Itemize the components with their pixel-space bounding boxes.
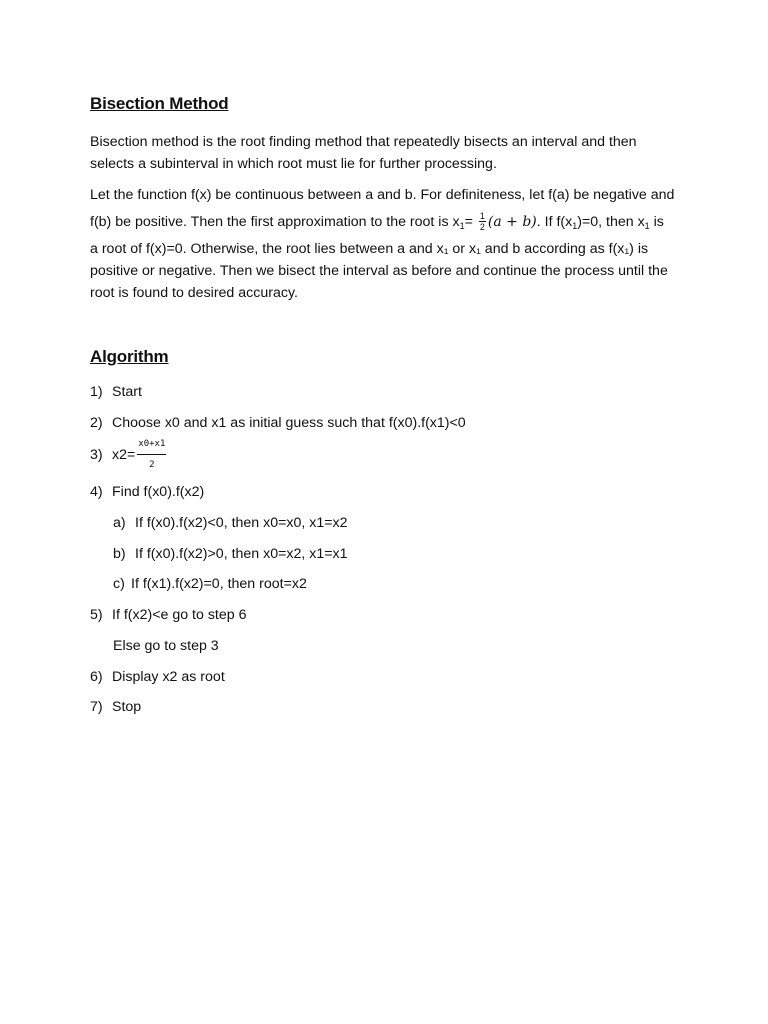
equals-sign: = bbox=[464, 214, 473, 230]
step-label: 1) bbox=[90, 384, 103, 400]
step-label: 7) bbox=[90, 699, 103, 715]
step-1 bbox=[90, 382, 142, 402]
subscript-1c: 1 bbox=[644, 221, 650, 231]
intro-line-1: Bisection method is the root finding method that repeatedly bisects an interval and then bbox=[90, 134, 637, 150]
fraction-numerator: 1 bbox=[479, 210, 485, 221]
step-text: If f(x2)<e go to step 6 bbox=[112, 607, 247, 623]
substep-text: If f(x0).f(x2)<0, then x0=x0, x1=x2 bbox=[135, 515, 348, 531]
step-label: 4) bbox=[90, 484, 103, 500]
fraction-denominator: 2 bbox=[149, 459, 155, 470]
method-line-1: Let the function f(x) be continuous between a and b. For definiteness, let f(a) be negative and bbox=[90, 187, 675, 203]
fraction-denominator: 2 bbox=[479, 221, 485, 232]
step-3 bbox=[90, 437, 166, 473]
math-expression: (a + b) bbox=[487, 214, 537, 230]
substep-text: If f(x0).f(x2)>0, then x0=x2, x1=x1 bbox=[135, 546, 348, 562]
section-title-algorithm: Algorithm bbox=[90, 347, 169, 366]
step-text: x2= bbox=[112, 447, 136, 463]
step-3-fraction bbox=[137, 438, 166, 471]
step-6 bbox=[90, 667, 225, 687]
half-fraction bbox=[479, 211, 486, 232]
step-text: Find f(x0).f(x2) bbox=[112, 484, 205, 500]
substep-c bbox=[113, 574, 307, 594]
step-text: Start bbox=[112, 384, 142, 400]
method-line-2-end: is bbox=[649, 214, 664, 230]
fraction-numerator: x0+x1 bbox=[137, 438, 166, 455]
method-line-2-start: f(b) be positive. Then the first approximation to the root is x bbox=[90, 214, 460, 230]
method-line-3: a root of f(x)=0. Otherwise, the root lies between a and x₁ or x₁ and b according as f(x₁) is bbox=[90, 241, 649, 257]
step-label: 2) bbox=[90, 415, 103, 431]
method-line-5: root is found to desired accuracy. bbox=[90, 285, 298, 301]
else-line: Else go to step 3 bbox=[113, 638, 219, 654]
method-line-2 bbox=[90, 206, 702, 238]
substep-b bbox=[113, 544, 348, 564]
step-text: Display x2 as root bbox=[112, 669, 225, 685]
step-4 bbox=[90, 482, 204, 502]
step-text: Stop bbox=[112, 699, 142, 715]
intro-paragraph bbox=[90, 131, 702, 175]
method-line-4: positive or negative. Then we bisect the interval as before and continue the process until the bbox=[90, 263, 668, 279]
method-paragraph bbox=[90, 184, 702, 304]
substep-label: a) bbox=[113, 515, 126, 531]
substep-label: c) bbox=[113, 576, 125, 592]
subscript-1b: 1 bbox=[572, 221, 578, 231]
step-label: 6) bbox=[90, 669, 103, 685]
section-title-bisection: Bisection Method bbox=[90, 94, 229, 113]
method-line-2-mid-a: . If f(x bbox=[536, 214, 573, 230]
step-label: 3) bbox=[90, 447, 103, 463]
step-5 bbox=[90, 605, 246, 625]
step-2 bbox=[90, 413, 466, 433]
step-text: Choose x0 and x1 as initial guess such that f(x0).f(x1)<0 bbox=[112, 415, 466, 431]
method-line-2-mid-b: )=0, then x bbox=[577, 214, 645, 230]
step-label: 5) bbox=[90, 607, 103, 623]
subscript-1: 1 bbox=[459, 221, 465, 231]
substep-label: b) bbox=[113, 546, 126, 562]
step-7 bbox=[90, 697, 141, 717]
substep-a bbox=[113, 513, 348, 533]
intro-line-2: selects a subinterval in which root must lie for further processing. bbox=[90, 156, 497, 172]
substep-text: If f(x1).f(x2)=0, then root=x2 bbox=[131, 576, 307, 592]
